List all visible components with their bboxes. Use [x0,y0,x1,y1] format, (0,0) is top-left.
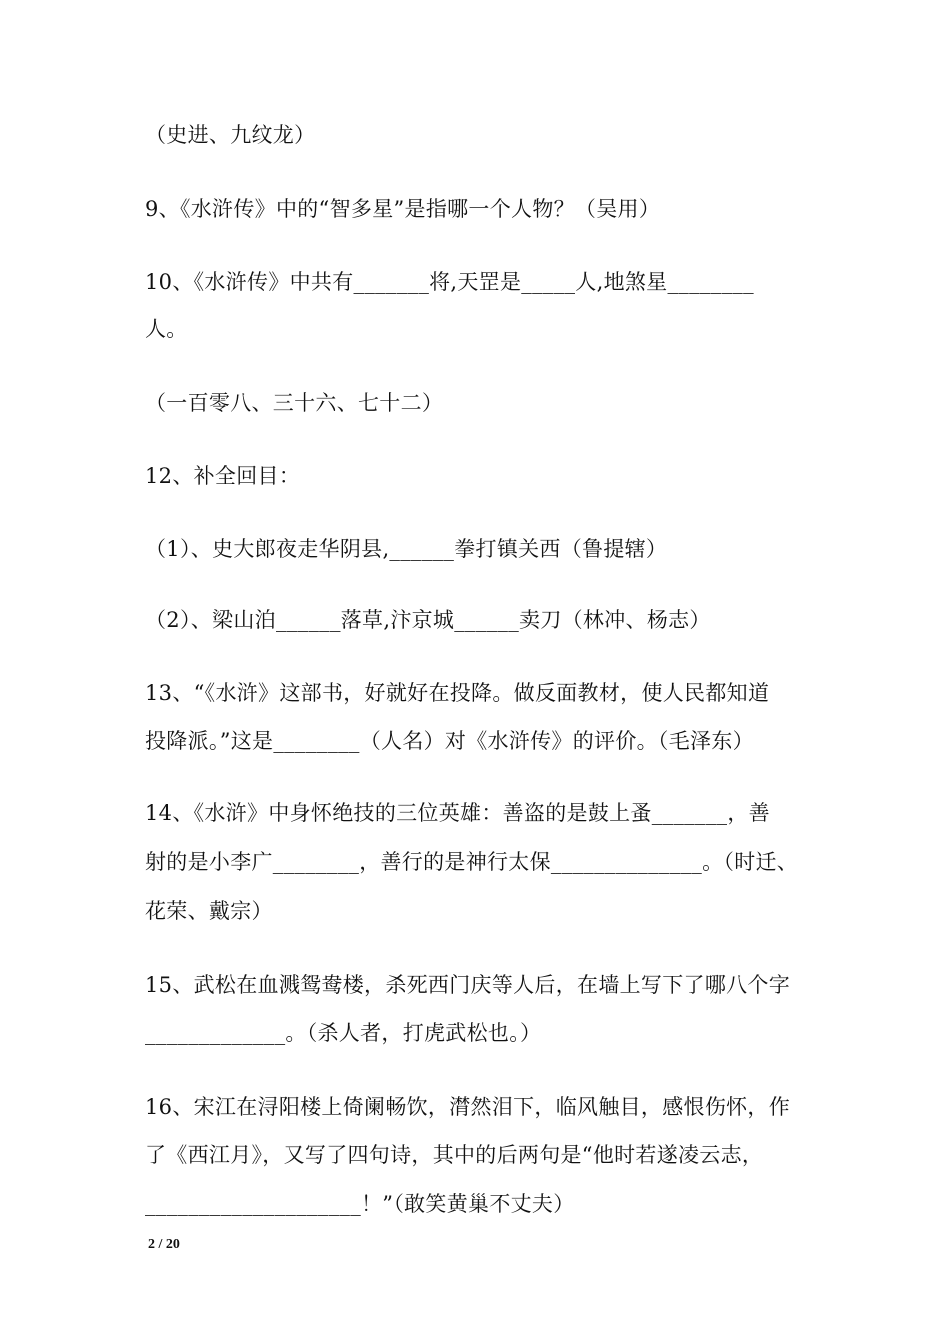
answer-10: （一百零八、三十六、七十二） [145,391,444,415]
question-10: 10、《水浒传》中共有_______将,天罡是_____人,地煞星________ [145,270,754,294]
question-14-answer-end: 花荣、戴宗） [145,899,273,923]
question-13-continued: 投降派。”这是________（人名）对《水浒传》的评价。（毛泽东） [145,729,754,753]
text-line: （史进、九纹龙） [145,123,316,147]
question-12-part-2: （2）、梁山泊______落草,汴京城______卖刀（林冲、杨志） [145,608,711,632]
page-number: 2 / 20 [148,1237,180,1252]
question-13: 13、“《水浒》这部书，好就好在投降。做反面教材，使人民都知道 [145,681,770,705]
question-9: 9、《水浒传》中的“智多星”是指哪一个人物？（吴用） [145,197,661,221]
question-12-part-1: （1）、史大郎夜走华阴县,______拳打镇关西（鲁提辖） [145,537,668,561]
question-12: 12、补全回目： [145,464,301,488]
question-10-continued: 人。 [145,317,188,341]
question-15: 15、武松在血溅鸳鸯楼，杀死西门庆等人后，在墙上写下了哪八个字 [145,973,791,997]
question-16-blank: ____________________！”（敢笑黄巢不丈夫） [145,1192,575,1216]
question-14-continued: 射的是小李广________，善行的是神行太保______________。（时迁、 [145,850,799,874]
question-14: 14、《水浒》中身怀绝技的三位英雄：善盗的是鼓上蚤_______，善 [145,801,770,825]
question-16: 16、宋江在浔阳楼上倚阑畅饮，潸然泪下，临风触目，感恨伤怀，作 [145,1095,791,1119]
question-16-continued: 了《西江月》，又写了四句诗，其中的后两句是“他时若遂凌云志， [145,1143,764,1167]
question-15-continued: _____________。（杀人者，打虎武松也。） [145,1021,542,1045]
